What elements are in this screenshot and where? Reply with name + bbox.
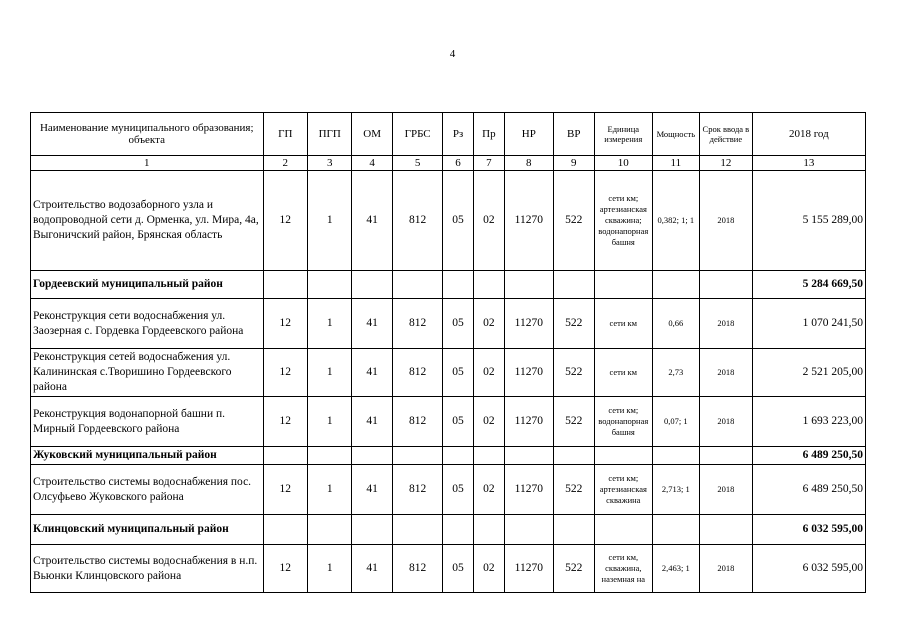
cell-grbs: 812: [392, 397, 443, 447]
cell-vr: 522: [553, 299, 594, 349]
cell-grbs: 812: [392, 465, 443, 515]
header-om: ОМ: [352, 113, 392, 156]
cell-year: 2018: [700, 465, 753, 515]
header-nr: НР: [505, 113, 554, 156]
cell-unit: сети км; водонапорная башня: [594, 397, 652, 447]
header-rz: Рз: [443, 113, 473, 156]
cell-year: 2018: [700, 349, 753, 397]
cell-om: 41: [352, 171, 392, 271]
column-number-row: [31, 156, 866, 171]
district-name: Клинцовский муниципальный район: [31, 515, 264, 545]
header-2018: 2018 год: [752, 113, 865, 156]
cell-rz: 05: [443, 299, 473, 349]
cell-amount: 2 521 205,00: [752, 349, 865, 397]
cell-grbs: 812: [392, 545, 443, 593]
cell-pr: 02: [473, 545, 504, 593]
cell-amount: 5 155 289,00: [752, 171, 865, 271]
header-vr: ВР: [553, 113, 594, 156]
cell-amount: 6 032 595,00: [752, 545, 865, 593]
cell-om: 41: [352, 299, 392, 349]
cell-grbs: 812: [392, 299, 443, 349]
cell-capacity: 0,07; 1: [652, 397, 700, 447]
cell-year: 2018: [700, 545, 753, 593]
cell-unit: сети км; артезианская скважина: [594, 465, 652, 515]
cell-pgp: 1: [307, 545, 351, 593]
column-number: 1: [31, 156, 264, 171]
cell-rz: 05: [443, 349, 473, 397]
column-number: 10: [594, 156, 652, 171]
cell-pgp: 1: [307, 171, 351, 271]
table-row: [31, 465, 866, 515]
cell-gp: 12: [263, 349, 307, 397]
cell-year: 2018: [700, 397, 753, 447]
cell-capacity: 2,73: [652, 349, 700, 397]
cell-amount: 6 489 250,50: [752, 465, 865, 515]
district-amount: 6 489 250,50: [752, 447, 865, 465]
cell-pr: 02: [473, 465, 504, 515]
object-name: Реконструкция сетей водоснабжения ул. Калининская с.Творишино Гордеевского района: [31, 349, 264, 397]
column-number: 4: [352, 156, 392, 171]
cell-pgp: 1: [307, 299, 351, 349]
district-row: [31, 271, 866, 299]
district-name: Жуковский муниципальный район: [31, 447, 264, 465]
cell-gp: 12: [263, 465, 307, 515]
header-unit: Единица измерения: [594, 113, 652, 156]
object-name: Реконструкция сети водоснабжения ул. Заозерная с. Гордевка Гордеевского района: [31, 299, 264, 349]
cell-rz: 05: [443, 545, 473, 593]
cell-om: 41: [352, 349, 392, 397]
header-row: [31, 113, 866, 156]
cell-vr: 522: [553, 349, 594, 397]
cell-pgp: 1: [307, 349, 351, 397]
cell-gp: 12: [263, 299, 307, 349]
header-pgp: ПГП: [307, 113, 351, 156]
district-amount: 6 032 595,00: [752, 515, 865, 545]
cell-pgp: 1: [307, 397, 351, 447]
cell-nr: 11270: [505, 545, 554, 593]
cell-rz: 05: [443, 171, 473, 271]
cell-amount: 1 693 223,00: [752, 397, 865, 447]
cell-vr: 522: [553, 171, 594, 271]
cell-capacity: 0,66: [652, 299, 700, 349]
cell-unit: сети км: [594, 299, 652, 349]
column-number: 5: [392, 156, 443, 171]
cell-vr: 522: [553, 465, 594, 515]
cell-pr: 02: [473, 349, 504, 397]
object-name: Реконструкция водонапорной башни п. Мирный Гордеевского района: [31, 397, 264, 447]
header-capacity: Мощность: [652, 113, 700, 156]
cell-pr: 02: [473, 397, 504, 447]
cell-amount: 1 070 241,50: [752, 299, 865, 349]
cell-unit: сети км; артезианская скважина; водонапорная башня: [594, 171, 652, 271]
cell-pgp: 1: [307, 465, 351, 515]
district-row: [31, 447, 866, 465]
header-gp: ГП: [263, 113, 307, 156]
table-row: [31, 349, 866, 397]
cell-pr: 02: [473, 171, 504, 271]
cell-year: 2018: [700, 171, 753, 271]
cell-om: 41: [352, 545, 392, 593]
cell-om: 41: [352, 397, 392, 447]
page-number: 4: [449, 48, 456, 60]
cell-rz: 05: [443, 397, 473, 447]
cell-nr: 11270: [505, 299, 554, 349]
column-number: 9: [553, 156, 594, 171]
header-pr: Пр: [473, 113, 504, 156]
cell-nr: 11270: [505, 349, 554, 397]
district-name: Гордеевский муниципальный район: [31, 271, 264, 299]
header-name: Наименование муниципального образования; объекта: [31, 113, 264, 156]
cell-nr: 11270: [505, 397, 554, 447]
table-row: [31, 299, 866, 349]
table-row: [31, 171, 866, 271]
cell-rz: 05: [443, 465, 473, 515]
column-number: 8: [505, 156, 554, 171]
cell-year: 2018: [700, 299, 753, 349]
header-grbs: ГРБС: [392, 113, 443, 156]
column-number: 7: [473, 156, 504, 171]
cell-vr: 522: [553, 397, 594, 447]
column-number: 13: [752, 156, 865, 171]
cell-gp: 12: [263, 397, 307, 447]
cell-grbs: 812: [392, 171, 443, 271]
cell-nr: 11270: [505, 465, 554, 515]
budget-table: [30, 112, 866, 593]
cell-unit: сети км, скважина, наземная на: [594, 545, 652, 593]
column-number: 3: [307, 156, 351, 171]
district-row: [31, 515, 866, 545]
column-number: 2: [263, 156, 307, 171]
cell-gp: 12: [263, 545, 307, 593]
cell-om: 41: [352, 465, 392, 515]
cell-vr: 522: [553, 545, 594, 593]
object-name: Строительство водозаборного узла и водопроводной сети д. Орменка, ул. Мира, 4а, Выгоничский район, Брянская область: [31, 171, 264, 271]
cell-capacity: 0,382; 1; 1: [652, 171, 700, 271]
object-name: Строительство системы водоснабжения в н.п. Вьюнки Клинцовского района: [31, 545, 264, 593]
column-number: 11: [652, 156, 700, 171]
table-row: [31, 545, 866, 593]
cell-capacity: 2,713; 1: [652, 465, 700, 515]
cell-pr: 02: [473, 299, 504, 349]
cell-capacity: 2,463; 1: [652, 545, 700, 593]
cell-grbs: 812: [392, 349, 443, 397]
object-name: Строительство системы водоснабжения пос. Олсуфьево Жуковского района: [31, 465, 264, 515]
column-number: 6: [443, 156, 473, 171]
district-amount: 5 284 669,50: [752, 271, 865, 299]
table-row: [31, 397, 866, 447]
cell-nr: 11270: [505, 171, 554, 271]
header-year: Срок ввода в действие: [700, 113, 753, 156]
cell-gp: 12: [263, 171, 307, 271]
cell-unit: сети км: [594, 349, 652, 397]
column-number: 12: [700, 156, 753, 171]
